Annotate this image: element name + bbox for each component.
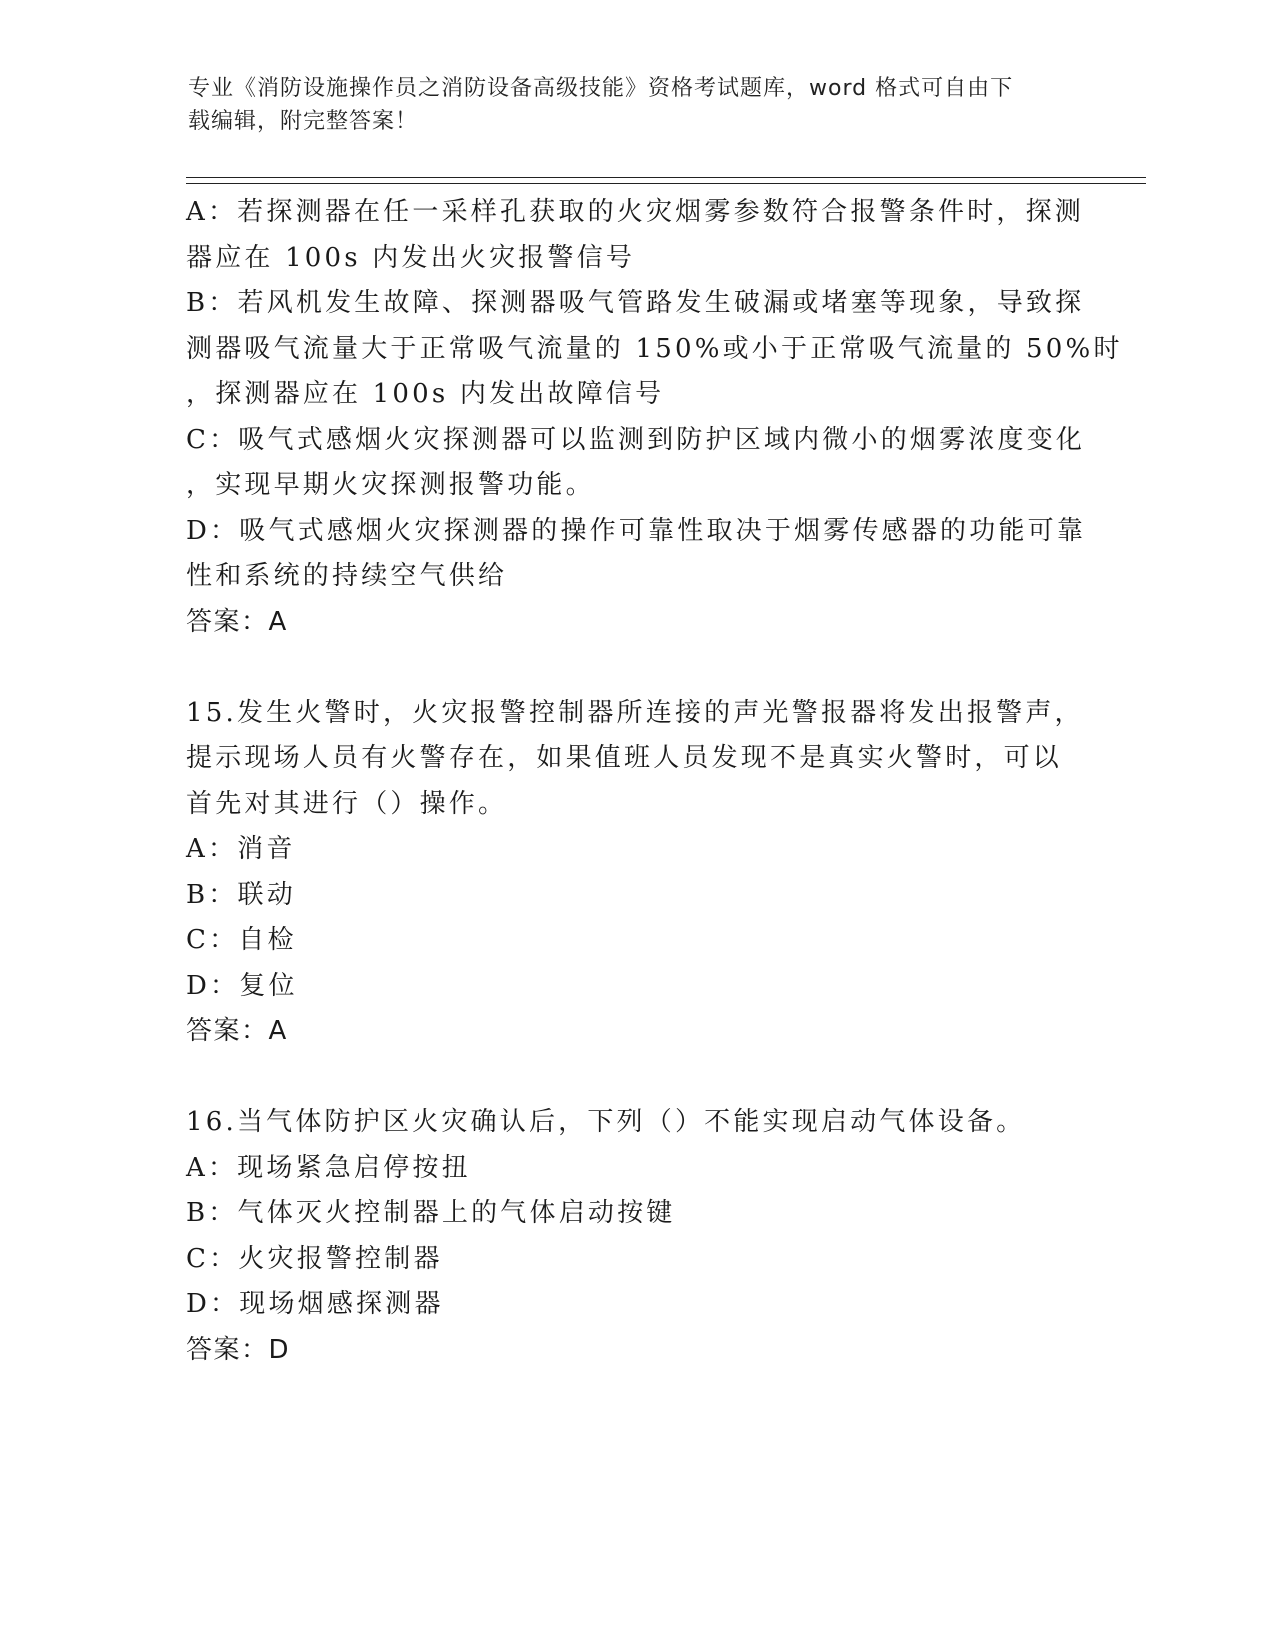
q14-option-d-line-2: 性和系统的持续空气供给 — [186, 561, 508, 591]
q16-option-d: D：现场烟感探测器 — [186, 1289, 444, 1319]
q14-option-b-line-2: 测器吸气流量大于正常吸气流量的 150%或小于正常吸气流量的 50%时 — [186, 333, 1123, 364]
question-16 — [186, 1100, 1086, 1373]
q15-option-d: D：复位 — [186, 970, 298, 1001]
header-rule-top — [186, 177, 1146, 178]
q15-option-c: C：自检 — [186, 925, 297, 955]
q15-stem-line-1: 15.发生火警时，火灾报警控制器所连接的声光警报器将发出报警声， — [186, 697, 1084, 728]
q16-answer: 答案：D — [186, 1334, 291, 1365]
spacer — [186, 645, 1086, 691]
question-14 — [186, 190, 1123, 645]
q15-option-a: A：消音 — [186, 834, 296, 864]
document-body — [186, 190, 1123, 1373]
header-rule-bottom — [186, 183, 1146, 184]
q14-option-b-line-1: B：若风机发生故障、探测器吸气管路发生破漏或堵塞等现象，导致探 — [186, 288, 1085, 318]
q16-option-b: B：气体灭火控制器上的气体启动按键 — [186, 1198, 676, 1228]
header-line-1: 专业《消防设施操作员之消防设备高级技能》资格考试题库，word 格式可自由下 — [188, 76, 1014, 101]
q15-stem-line-3: 首先对其进行（）操作。 — [186, 788, 508, 819]
q14-option-c-line-2: ，实现早期火灾探测报警功能。 — [186, 470, 595, 500]
header-line-2: 载编辑，附完整答案！ — [188, 109, 419, 134]
q16-option-a: A：现场紧急启停按扭 — [186, 1152, 471, 1183]
spacer — [186, 1055, 1086, 1101]
q14-option-a-line-1: A：若探测器在任一采样孔获取的火灾烟雾参数符合报警条件时，探测 — [186, 197, 1084, 227]
q16-option-c: C：火灾报警控制器 — [186, 1243, 443, 1274]
q15-stem-line-2: 提示现场人员有火警存在，如果值班人员发现不是真实火警时，可以 — [186, 743, 1063, 773]
q14-option-a-line-2: 器应在 100s 内发出火灾报警信号 — [186, 242, 636, 273]
question-15 — [186, 691, 1086, 1055]
document-header — [188, 72, 1068, 138]
q14-option-d-line-1: D：吸气式感烟火灾探测器的操作可靠性取决于烟雾传感器的功能可靠 — [186, 515, 1087, 546]
q15-option-b: B：联动 — [186, 879, 296, 910]
q15-answer: 答案：A — [186, 1016, 288, 1046]
q16-stem: 16.当气体防护区火灾确认后，下列（）不能实现启动气体设备。 — [186, 1107, 1026, 1137]
q14-option-c-line-1: C：吸气式感烟火灾探测器可以监测到防护区域内微小的烟雾浓度变化 — [186, 424, 1086, 455]
q14-option-b-line-3: ，探测器应在 100s 内发出故障信号 — [186, 379, 665, 409]
q14-answer: 答案：A — [186, 606, 288, 637]
